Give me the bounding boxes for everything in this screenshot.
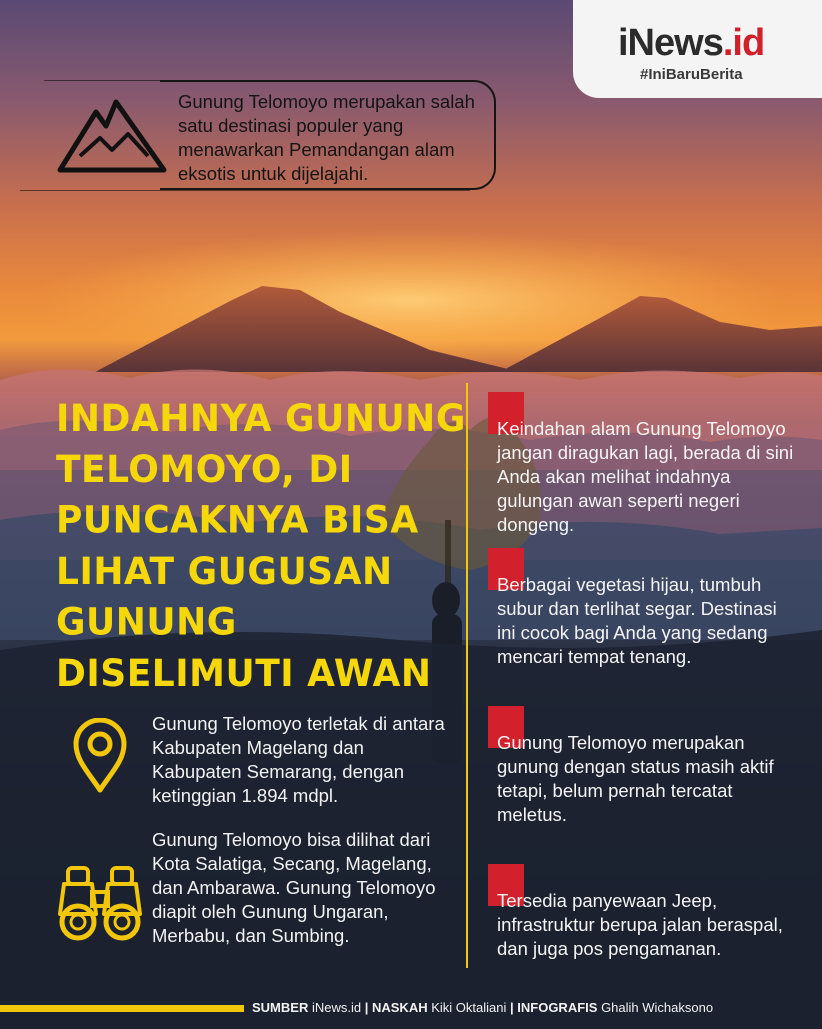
mountain-icon	[56, 98, 168, 174]
brand-logo	[618, 22, 764, 65]
brand-tagline: #IniBaruBerita	[640, 66, 743, 83]
map-pin-icon	[72, 718, 128, 794]
graphics-value: Ghalih Wichaksono	[601, 1000, 714, 1015]
binoculars-icon	[54, 862, 146, 942]
footer-credits	[252, 1000, 713, 1015]
column-divider	[466, 383, 468, 968]
graphics-label: INFOGRAFIS	[517, 1000, 598, 1015]
intro-text: Gunung Telomoyo merupakan salah satu destinasi populer yang menawarkan Pemandangan alam eksotis untuk dijelajahi.	[178, 91, 475, 184]
writer-label: NASKAH	[371, 1000, 428, 1015]
point-item: Berbagai vegetasi hijau, tumbuh subur dan terlihat segar. Destinasi ini cocok bagi Anda yang sedang mencari tempat tenang.	[497, 574, 777, 667]
brand-logo-main: iNews	[618, 22, 723, 64]
writer-value: Kiki Oktaliani	[431, 1000, 507, 1015]
intro-divider-bottom	[20, 190, 470, 191]
source-value: iNews.id	[311, 1000, 362, 1015]
fact-location: Gunung Telomoyo terletak di antara Kabupaten Magelang dan Kabupaten Semarang, dengan ketinggian 1.894 mdpl.	[152, 713, 445, 806]
brand-logo-suffix: .id	[722, 22, 765, 64]
fact-visibility: Gunung Telomoyo bisa dilihat dari Kota Salatiga, Secang, Magelang, dan Ambarawa. Gunung Telomoyo diapit oleh Gunung Ungaran, Merbabu, dan Sumbing.	[152, 829, 436, 946]
point-item: Gunung Telomoyo merupakan gunung dengan status masih aktif tetapi, belum pernah tercatat meletus.	[497, 732, 774, 825]
source-label: SUMBER	[252, 1000, 309, 1015]
footer-separator: |	[364, 1000, 369, 1015]
headline: INDAHNYA GUNUNG TELOMOYO, DI PUNCAKNYA BISA LIHAT GUGUSAN GUNUNG DISELIMUTI AWAN	[56, 397, 466, 695]
point-item: Tersedia panyewaan Jeep, infrastruktur berupa jalan beraspal, dan juga pos pengamanan.	[497, 890, 783, 959]
footer-accent-bar	[0, 1005, 244, 1012]
point-item: Keindahan alam Gunung Telomoyo jangan diragukan lagi, berada di sini Anda akan melihat indahnya gulungan awan seperti negeri dongeng.	[497, 418, 794, 535]
footer-separator: |	[510, 1000, 514, 1015]
